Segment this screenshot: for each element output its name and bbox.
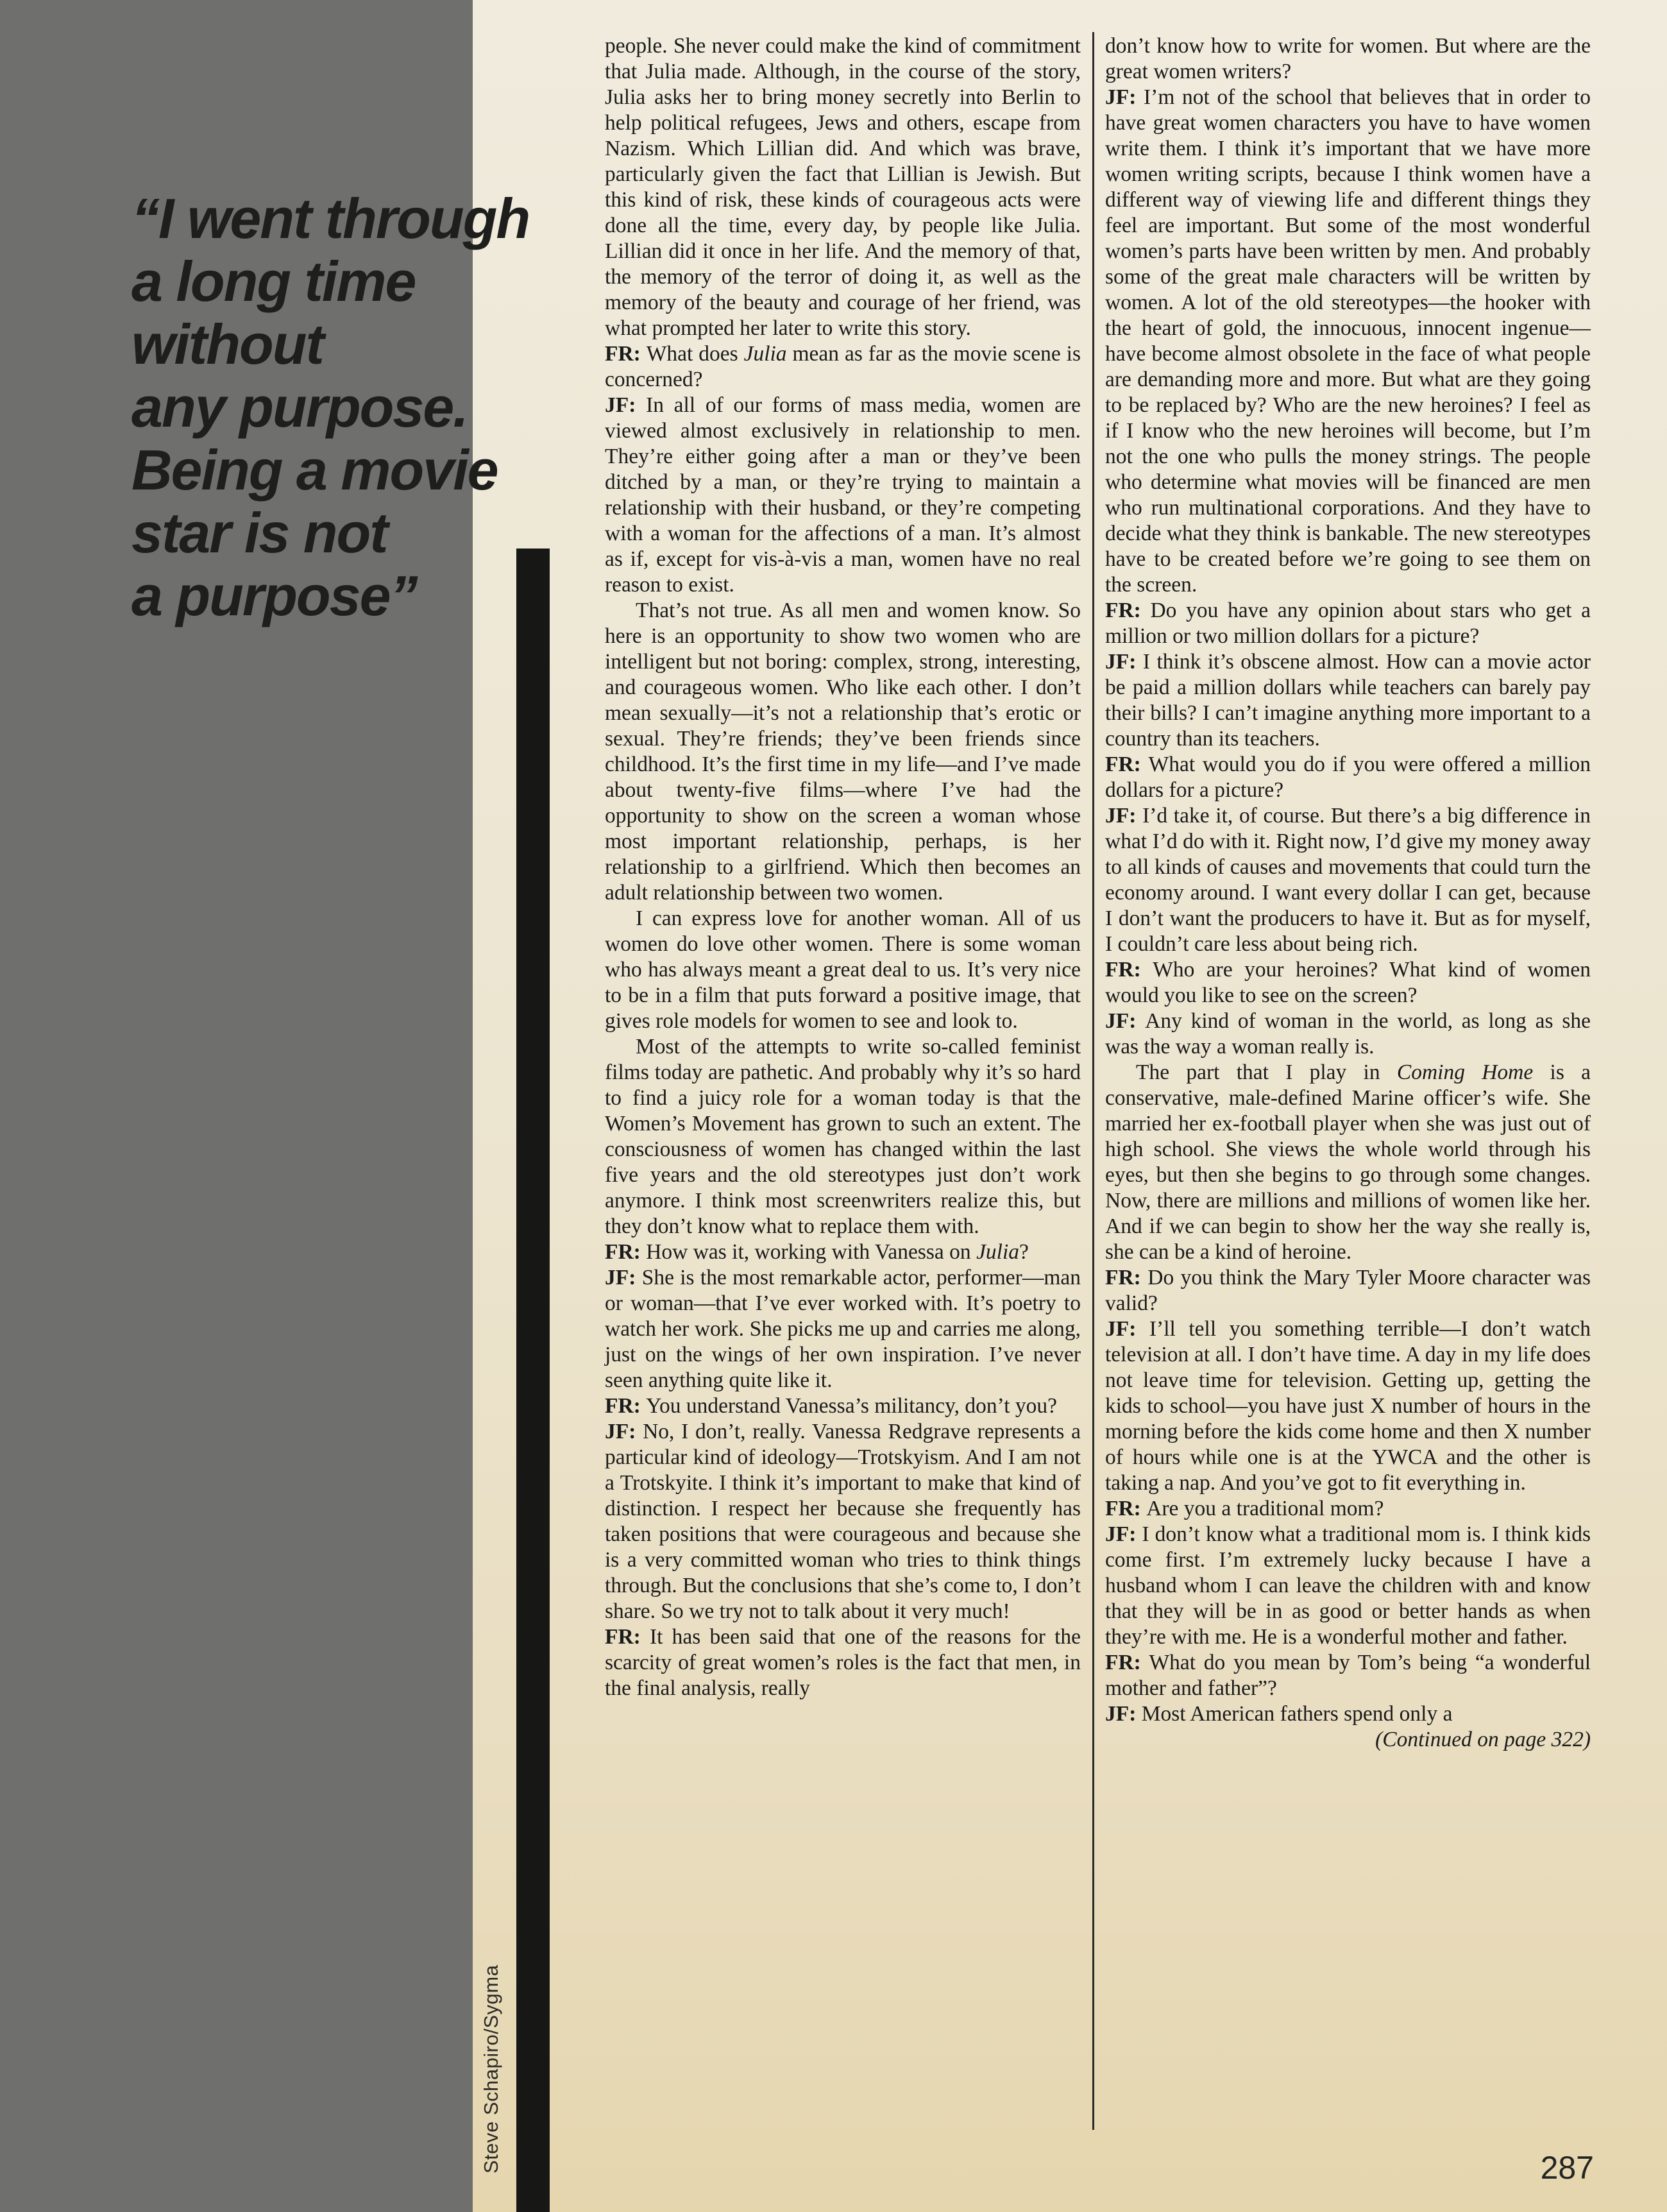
speaker-label: JF: (1105, 1009, 1146, 1033)
pull-quote (131, 187, 580, 627)
paragraph: FR: It has been said that one of the reasons for the scarcity of great women’s roles is the fact that men, in the final analysis, really (605, 1625, 1081, 1700)
speaker-label: JF: (1105, 1522, 1142, 1546)
page-number: 287 (1540, 2150, 1594, 2186)
paragraph: FR: What does Julia mean as far as the movie scene is concerned? (605, 342, 1081, 391)
paragraph: JF: I’m not of the school that believes that in order to have great women characters you have to have women write them. I think it’s important that we have more women writing scripts, because I think women have a different way of viewing life and different things they feel are important. But some of the most wonderful women’s parts have been written by men. And probably some of the great male characters will be written by women. A lot of the old stereotypes—the hooker with the heart of gold, the innocuous, innocent ingenue—have become almost obsolete in the face of what people are demanding more and more. But what are they going to be replaced by? Who are the new heroines? I feel as if I know who the new heroines will become, but I’m not the one who pulls the money strings. The people who determine what movies will be financed are men who run multinational corporations. And they have to decide what they think is bankable. The new stereotypes have to be created before we’re going to see them on the screen. (1105, 85, 1591, 597)
paragraph: JF: I don’t know what a traditional mom is. I think kids come first. I’m extremely lucky because I have a husband whom I can leave the children with and know that they will be in as good or better hands as when they’re with me. He is a wonderful mother and father. (1105, 1522, 1591, 1649)
speaker-label: FR: (605, 1625, 650, 1649)
paragraph: JF: In all of our forms of mass media, women are viewed almost exclusively in relationship to men. They’re either going after a man or they’ve been ditched by a man, or they’re trying to maintain a relationship with their husband, or they’re competing with a woman for the affections of a man. It’s almost as if, except for vis-à-vis a man, women have no real reason to exist. (605, 393, 1081, 597)
speaker-label: FR: (1105, 1497, 1147, 1520)
speaker-label: FR: (605, 342, 647, 366)
speaker-label: JF: (1105, 650, 1143, 674)
paragraph: JF: I’d take it, of course. But there’s a big difference in what I’d do with it. Right now, I’d give my money away to all kinds of causes and movements that could turn the economy around. I want every dollar I can get, because I don’t want the producers to have it. But as for myself, I couldn’t care less about being rich. (1105, 804, 1591, 956)
speaker-label: FR: (605, 1240, 647, 1264)
paragraph: JF: Most American fathers spend only a (1105, 1702, 1453, 1726)
paragraph: The part that I play in Coming Home is a conservative, male-defined Marine officer’s wife. She married her ex-football player when she was just out of high school. She views the whole world through his eyes, but then she begins to go through some changes. Now, there are millions and millions of women like her. And if we can begin to show her the way she really is, she can be a kind of heroine. (1105, 1060, 1591, 1264)
paragraph: JF: She is the most remarkable actor, performer—man or woman—that I’ve ever worked with. It’s poetry to watch her work. She picks me up and carries me along, just on the wings of her own inspiration. I’ve never seen anything quite like it. (605, 1266, 1081, 1392)
speaker-label: FR: (1105, 958, 1153, 982)
article-column-1 (605, 33, 1081, 1701)
paragraph: FR: You understand Vanessa’s militancy, don’t you? (605, 1394, 1057, 1418)
pull-quote-line: any purpose. (131, 375, 468, 439)
paragraph: FR: Do you have any opinion about stars who get a million or two million dollars for a picture? (1105, 599, 1591, 648)
speaker-label: FR: (1105, 1651, 1149, 1674)
speaker-label: FR: (1105, 1266, 1148, 1289)
pull-quote-line: star is not (131, 501, 387, 565)
paragraph: FR: How was it, working with Vanessa on Julia? (605, 1240, 1029, 1264)
paragraph: JF: No, I don’t, really. Vanessa Redgrave represents a particular kind of ideology—Trotskyism. And I am not a Trotskyite. I think it’s important to make that kind of distinction. I respect her because she frequently has taken positions that were courageous and because she is a very committed woman who tries to think things through. But the conclusions that she’s come to, I don’t share. So we try not to talk about it very much! (605, 1420, 1081, 1623)
pull-quote-line: “I went through (131, 187, 530, 250)
pull-quote-line: a long time (131, 250, 416, 313)
paragraph: don’t know how to write for women. But where are the great women writers? (1105, 34, 1591, 83)
column-divider-rule (1092, 32, 1094, 2130)
pull-quote-line: a purpose” (131, 564, 417, 627)
paragraph: people. She never could make the kind of commitment that Julia made. Although, in the course of the story, Julia asks her to bring money secretly into Berlin to help political refugees, Jews and others, escape from Nazism. Which Lillian did. And which was brave, particularly given the fact that Lillian is Jewish. But this kind of risk, these kinds of courageous acts were done all the time, every day, by people like Julia. Lillian did it once in her life. And the memory of that, the memory of the terror of doing it, as well as the memory of the beauty and courage of her friend, was what prompted her later to write this story. (605, 34, 1081, 340)
paragraph: FR: Do you think the Mary Tyler Moore character was valid? (1105, 1266, 1591, 1315)
paragraph: FR: Are you a traditional mom? (1105, 1497, 1384, 1520)
speaker-label: FR: (605, 1394, 647, 1418)
paragraph: I can express love for another woman. All of us women do love other women. There is some woman who has always meant a great deal to us. It’s very nice to be in a film that puts forward a positive image, that gives role models for women to see and look to. (605, 906, 1081, 1033)
paragraph: FR: Who are your heroines? What kind of women would you like to see on the screen? (1105, 958, 1591, 1007)
speaker-label: FR: (1105, 753, 1149, 776)
paragraph: JF: Any kind of woman in the world, as long as she was the way a woman really is. (1105, 1009, 1591, 1059)
speaker-label: JF: (1105, 85, 1144, 109)
speaker-label: JF: (605, 1266, 642, 1289)
paragraph: (Continued on page 322) (1375, 1728, 1591, 1751)
speaker-label: JF: (605, 393, 647, 417)
paragraph: JF: I think it’s obscene almost. How can a movie actor be paid a million dollars while teachers can barely pay their bills? I can’t imagine anything more important to a country than its teachers. (1105, 650, 1591, 751)
pull-quote-line: Being a movie (131, 438, 498, 502)
vertical-black-bar (516, 549, 550, 2212)
paragraph: FR: What do you mean by Tom’s being “a wonderful mother and father”? (1105, 1651, 1591, 1700)
speaker-label: JF: (1105, 804, 1143, 828)
speaker-label: JF: (605, 1420, 643, 1443)
speaker-label: FR: (1105, 599, 1151, 622)
pull-quote-line: without (131, 312, 323, 376)
paragraph: FR: What would you do if you were offered a million dollars for a picture? (1105, 753, 1591, 802)
paragraph: Most of the attempts to write so-called feminist films today are pathetic. And probably why it’s so hard to find a juicy role for a woman today is that the Women’s Movement has grown to such an extent. The consciousness of women has changed within the last five years and the old stereotypes just don’t work anymore. I think most screenwriters realize this, but they don’t know what to replace them with. (605, 1035, 1081, 1238)
speaker-label: JF: (1105, 1702, 1142, 1726)
article-column-2 (1105, 33, 1591, 1753)
speaker-label: JF: (1105, 1317, 1149, 1341)
photo-credit: Steve Schapiro/Sygma (480, 1964, 502, 2174)
paragraph: JF: I’ll tell you something terrible—I don’t watch television at all. I don’t have time. A day in my life does not leave time for television. Getting up, getting the kids to school—you have just X number of hours in the morning before the kids come home and then X number of hours while one is at the YWCA and the other is taking a nap. And you’ve got to fit everything in. (1105, 1317, 1591, 1495)
paragraph: That’s not true. As all men and women know. So here is an opportunity to show two women who are intelligent but not boring: complex, strong, interesting, and courageous women. Who like each other. I don’t mean sexually—it’s not a relationship that’s erotic or sexual. They’re friends; they’ve been friends since childhood. It’s the first time in my life—and I’ve made about twenty-five films—where I’ve had the opportunity to show on the screen a woman whose most important relationship, perhaps, is her relationship to a girlfriend. Which then becomes an adult relationship between two women. (605, 599, 1081, 905)
